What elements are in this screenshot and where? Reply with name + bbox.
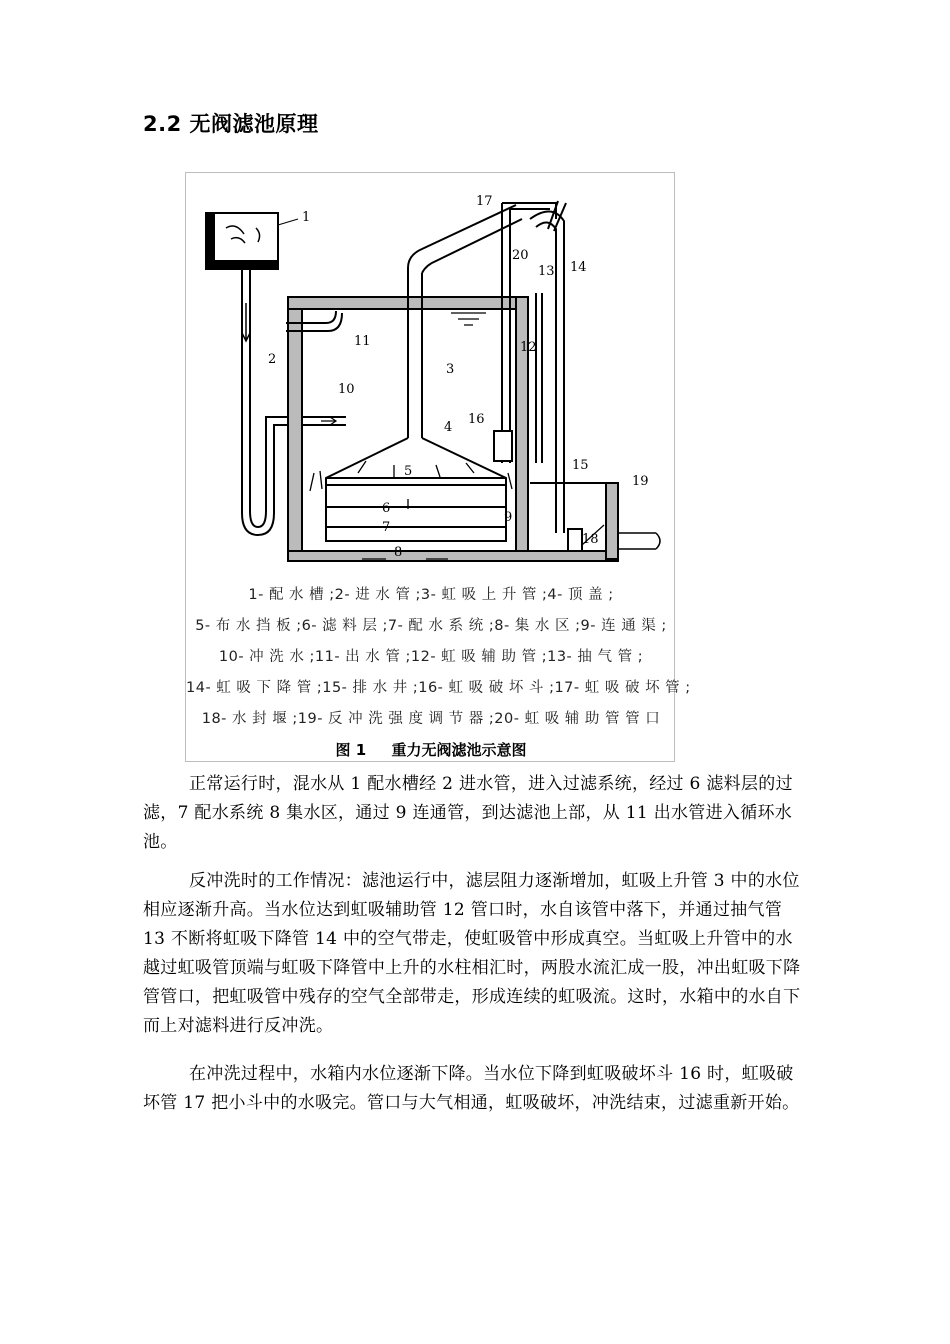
paragraph-1: 正常运行时，混水从 1 配水槽经 2 进水管，进入过滤系统，经过 6 滤料层的过滤，7 配水系统 8 集水区，通过 9 连通管，到达滤池上部，从 11 出水管进入循环水池。: [143, 774, 793, 852]
paragraph-2: 反冲洗时的工作情况：滤池运行中，滤层阻力逐渐增加，虹吸上升管 3 中的水位相应逐渐升高。当水位达到虹吸辅助管 12 管口时，水自该管中落下，并通过抽气管 13 不断将虹吸下降管 14 中的空气带走，使虹吸管中形成真空。当虹吸上升管中的水越过虹吸管顶端与虹吸下降管中上升的水柱相汇时，两股水流汇成一股，冲出虹吸下降管管口，把虹吸管中残存的空气全部带走，形成连续的虹吸流。这时，水箱中的水自下而上对滤料进行反冲洗。: [143, 871, 801, 1036]
filter-layers: [326, 461, 506, 559]
label-4: 4: [444, 420, 453, 435]
label-6: 6: [382, 501, 391, 516]
label-11: 11: [354, 334, 371, 349]
legend-line-5: 18- 水 封 堰 ;19- 反 冲 洗 强 度 调 节 器 ;20- 虹 吸 辅 助 管 管 口: [201, 711, 661, 727]
label-12: 12: [520, 340, 537, 355]
figure-title: [186, 739, 676, 760]
figure-caption: 重力无阀滤池示意图: [391, 741, 527, 759]
figure-box: [185, 172, 691, 762]
label-16: 16: [468, 412, 485, 427]
drain-well: [530, 483, 660, 559]
label-14: 14: [570, 260, 587, 275]
label-19: 19: [632, 474, 649, 489]
label-9: 9: [504, 510, 513, 525]
label-20: 20: [512, 248, 529, 263]
distribution-trough: [206, 213, 278, 269]
paragraph-3: 在冲洗过程中，水箱内水位逐渐下降。当水位下降到虹吸破坏斗 16 时，虹吸破坏管 17 把小斗中的水吸完。管口与大气相通，虹吸破坏，冲洗结束，过滤重新开始。: [143, 1064, 800, 1113]
label-3: 3: [446, 362, 455, 377]
label-7: 7: [382, 520, 391, 535]
label-15: 15: [572, 458, 589, 473]
filter-diagram: [186, 173, 676, 573]
label-1: 1: [302, 210, 311, 225]
label-10: 10: [338, 382, 355, 397]
label-8: 8: [394, 545, 403, 560]
legend-line-4: 14- 虹 吸 下 降 管 ;15- 排 水 井 ;16- 虹 吸 破 坏 斗 ;17- 虹 吸 破 坏 管 ;: [186, 680, 691, 696]
section-heading: 2.2 无阀滤池原理: [143, 112, 319, 136]
figure-number: 图 1: [335, 741, 367, 759]
label-18: 18: [582, 532, 599, 547]
label-17: 17: [476, 194, 493, 209]
tank-walls: [288, 297, 618, 561]
label-5: 5: [404, 464, 413, 479]
legend-line-2: 5- 布 水 挡 板 ;6- 滤 料 层 ;7- 配 水 系 统 ;8- 集 水 区 ;9- 连 通 渠 ;: [195, 618, 667, 634]
label-13: 13: [538, 264, 555, 279]
legend-line-1: 1- 配 水 槽 ;2- 进 水 管 ;3- 虹 吸 上 升 管 ;4- 顶 盖 ;: [248, 587, 614, 603]
legend-line-3: 10- 冲 洗 水 ;11- 出 水 管 ;12- 虹 吸 辅 助 管 ;13- 抽 气 管 ;: [218, 649, 644, 665]
label-2: 2: [268, 352, 277, 367]
